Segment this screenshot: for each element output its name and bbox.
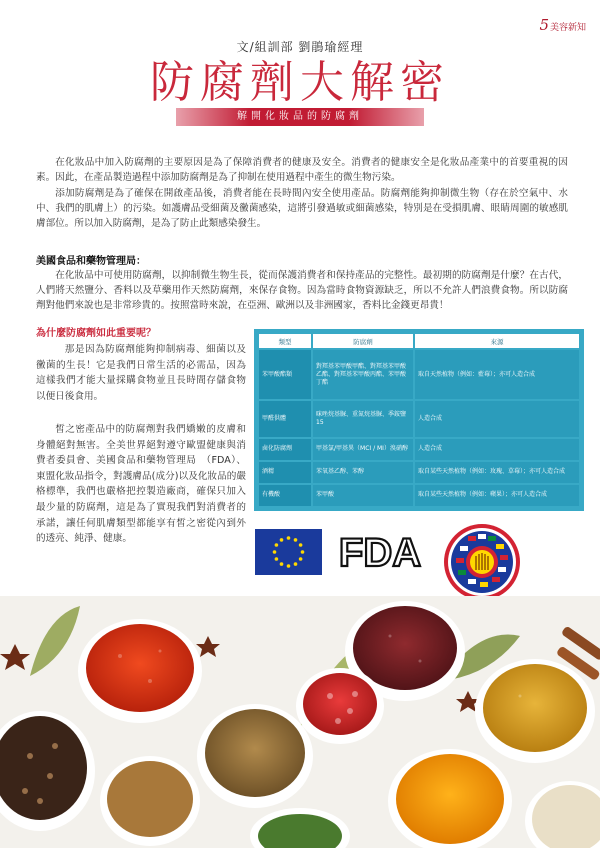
asean-logo — [442, 522, 522, 602]
row-source: 取自某些天然植物（例如：玫瑰、草莓）；亦可人造合成 — [415, 462, 579, 483]
row-type: 有機酸 — [259, 485, 311, 506]
page-number-value: 5 — [539, 16, 549, 34]
row-source: 人造合成 — [415, 401, 579, 436]
why-paragraph-1: 那是因為防腐劑能夠抑制病毒、細菌以及黴菌的生長！它是我們日常生活的必需品，因為這樣我們才能大量採購食物並且長時間存儲食物以便日後食用。 — [36, 344, 246, 402]
page-number — [539, 16, 586, 34]
section-name: 美容新知 — [549, 23, 586, 33]
fda-logo — [331, 530, 429, 574]
table-row — [259, 462, 579, 483]
row-source: 取自天然植物（例如：藍莓）；亦可人造合成 — [415, 350, 579, 399]
subtitle-banner: 解開化妝品的防腐劑 — [176, 108, 424, 126]
byline: 文/組訓部 劉鵑瑜經理 — [236, 40, 364, 54]
row-type: 酒精 — [259, 462, 311, 483]
preservative-table — [254, 329, 584, 511]
why-paragraph-2: 皙之密產品中的防腐劑對我們嬌嫩的皮膚和身體絕對無害。全美世界絕對遵守歐盟健康與消費者委員會、美國食品和藥物管理局 （FDA）、東盟化妝品指令，對護膚品(成分)以及化妝品的嚴格標準，我們也嚴格把控製造廠商，確保只加入最少量的防腐劑，這是為了實現我們對消費者的承諾，讓任何肌膚類型都能享有皙之密從內到外的透亮、純淨、健康。 — [36, 424, 246, 545]
row-agent: 對羥基苯甲酸甲酯、對羥基苯甲酸乙酯、對羥基苯甲酸丙酯、苯甲酸丁酯 — [313, 350, 413, 399]
row-agent: 甲基氯/甲基異（MCI / MI）溴硝醇 — [313, 439, 413, 460]
column-header-agent: 防腐劑 — [313, 334, 413, 348]
column-header-type: 類型 — [259, 334, 311, 348]
table-row — [259, 350, 579, 399]
row-type: 鹵化防腐劑 — [259, 439, 311, 460]
row-agent: 苯氧基乙醇、苯醇 — [313, 462, 413, 483]
column-header-source: 來源 — [415, 334, 579, 348]
eu-stars-icon — [255, 529, 322, 575]
table-row — [259, 401, 579, 436]
row-source: 人造合成 — [415, 439, 579, 460]
intro-paragraph-1: 在化妝品中加入防腐劑的主要原因是為了保障消費者的健康及安全。消費者的健康安全是化妝品產業中的首要重視的因素。因此，在產品製造過程中添加防腐劑是為了抑制在使用過程中產生的微生物污染。 — [36, 157, 568, 184]
fda-heading: 美國食品和藥物管理局： — [36, 256, 146, 267]
row-type: 甲醛供體 — [259, 401, 311, 436]
eu-flag-logo — [255, 529, 322, 575]
table-header-row — [259, 334, 579, 348]
row-agent: 咪唑烷基脲、重氮烷基脲、季銨鹽15 — [313, 401, 413, 436]
row-source: 取自某些天然植物（例如：蘋果）；亦可人造合成 — [415, 485, 579, 506]
spice-bowls-photo — [0, 596, 600, 848]
table-row — [259, 439, 579, 460]
table-row — [259, 485, 579, 506]
fda-paragraph: 在化妝品中可使用防腐劑，以抑制微生物生長，從而保護消費者和保持產品的完整性。最初期的防腐劑是什麼？在古代，人們將天然鹽分、香料以及草藥用作天然防腐劑，來保存食物。因為當時食物資源缺乏，所以不允許人們浪費食物。所以防腐劑對他們來說也是非常珍貴的。按照當時來說，在亞洲、歐洲以及非洲國家，香料比金錢更昂貴！ — [36, 270, 568, 312]
page-title: 防腐劑大解密 — [150, 57, 450, 108]
row-type: 苯甲酸酯類 — [259, 350, 311, 399]
intro-paragraph-2: 添加防腐劑是為了確保在開啟產品後，消費者能在長時間內安全使用產品。防腐劑能夠抑制微生物（存在於空氣中、水中、我們的肌膚上）的污染。如護膚品受細菌及黴菌感染，這將引發過敏或細菌感染，特別是在受損肌膚、眼睛周圍的敏感肌膚部位。所以加入防腐劑，是為了防止此類感染發生。 — [36, 188, 568, 230]
why-heading: 為什麼防腐劑如此重要呢？ — [36, 328, 156, 339]
fda-logo-text: FDA — [338, 531, 422, 574]
row-agent: 苯甲酸 — [313, 485, 413, 506]
